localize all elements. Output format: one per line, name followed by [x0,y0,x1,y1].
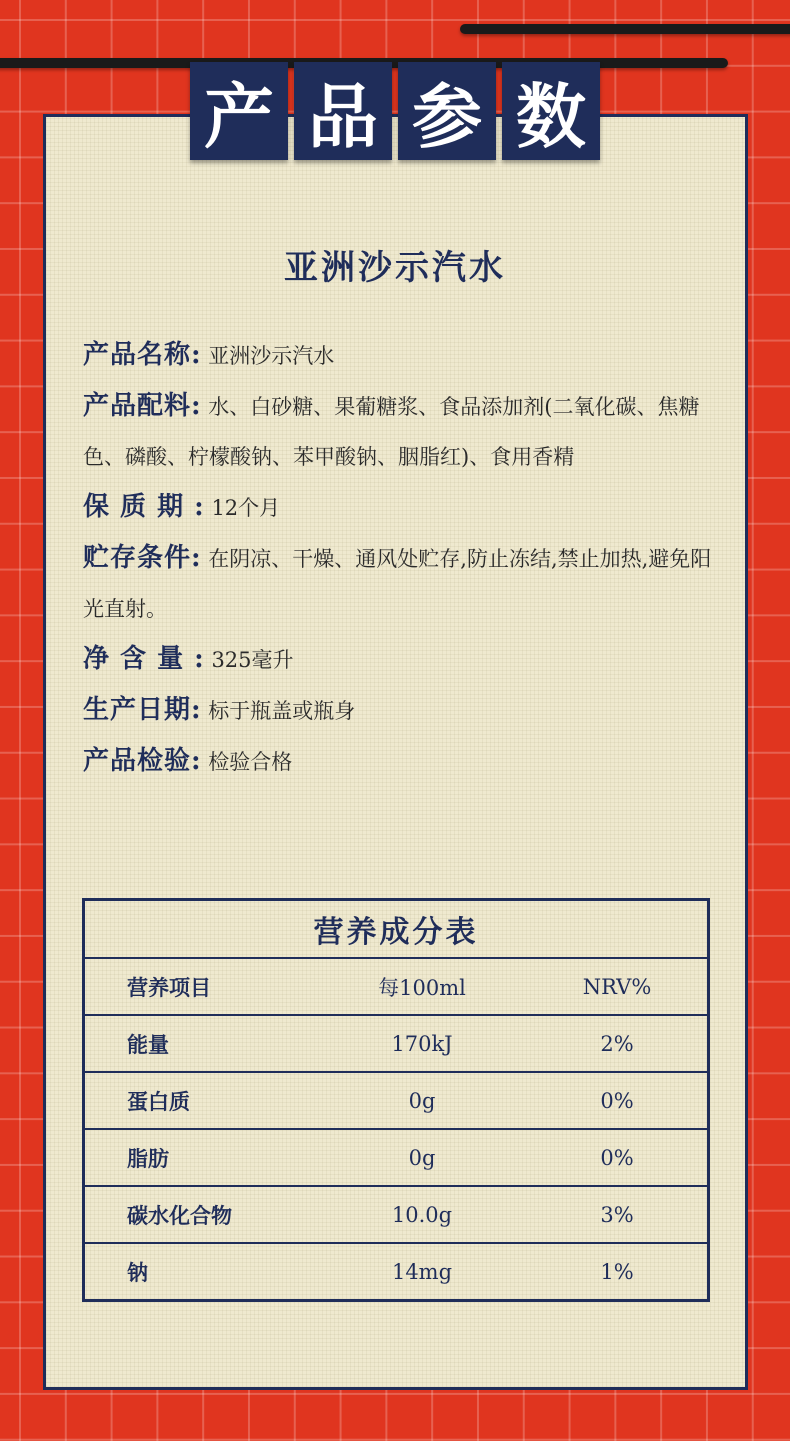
info-label: 净 含 量 : [83,644,205,674]
info-row-inspection [83,736,723,787]
table-row [84,1129,709,1186]
info-value: 在阴凉、干燥、通风处贮存,防止冻结,禁止加热,避免阳光直射。 [83,547,712,621]
info-label: 保 质 期 : [83,492,205,522]
nutrient-amount: 170kJ [317,1015,527,1072]
info-value: 水、白砂糖、果葡糖浆、食品添加剂(二氧化碳、焦糖色、磷酸、柠檬酸钠、苯甲酸钠、胭脂红)、食用香精 [83,395,700,469]
info-value: 亚洲沙示汽水 [201,344,335,368]
column-header: NRV% [527,958,709,1015]
info-label: 贮存条件: [83,543,202,573]
product-name-heading: 亚洲沙示汽水 [284,248,506,288]
info-row-shelf-life [83,482,723,533]
title-tile: 产 [190,62,288,160]
table-row [84,1186,709,1243]
table-row [84,1243,709,1301]
info-label: 生产日期: [83,695,202,725]
table-header-row [84,958,709,1015]
nutrient-name: 蛋白质 [84,1072,318,1129]
title-tile: 数 [502,62,600,160]
nutrient-nrv: 0% [527,1072,709,1129]
title-tile: 参 [398,62,496,160]
nutrient-amount: 10.0g [317,1186,527,1243]
info-label: 产品名称: [83,340,202,370]
nutrient-nrv: 3% [527,1186,709,1243]
nutrient-nrv: 0% [527,1129,709,1186]
info-value: 325毫升 [204,648,294,672]
nutrient-amount: 0g [317,1129,527,1186]
table-row [84,1015,709,1072]
info-row-ingredients [83,381,723,482]
nutrient-name: 脂肪 [84,1129,318,1186]
info-value: 12个月 [204,496,281,520]
info-row-net-content [83,634,723,685]
table-row [84,1072,709,1129]
nutrient-nrv: 2% [527,1015,709,1072]
info-label: 产品配料: [83,391,202,421]
nutrient-amount: 14mg [317,1243,527,1301]
title-tile: 品 [294,62,392,160]
nutrition-table [82,898,710,1302]
info-row-name [83,330,723,381]
info-value: 检验合格 [201,750,293,774]
product-info-list [83,330,723,787]
info-label: 产品检验: [83,746,202,776]
column-header: 营养项目 [84,958,318,1015]
column-header: 每100ml [317,958,527,1015]
nutrient-nrv: 1% [527,1243,709,1301]
nutrient-name: 碳水化合物 [84,1186,318,1243]
nutrient-name: 钠 [84,1243,318,1301]
info-row-production-date [83,685,723,736]
nutrient-amount: 0g [317,1072,527,1129]
page-title [190,62,600,160]
decorative-bar-top [460,24,790,34]
info-row-storage [83,533,723,634]
nutrient-name: 能量 [84,1015,318,1072]
info-value: 标于瓶盖或瓶身 [201,699,356,723]
nutrition-table-title: 营养成分表 [84,900,709,959]
